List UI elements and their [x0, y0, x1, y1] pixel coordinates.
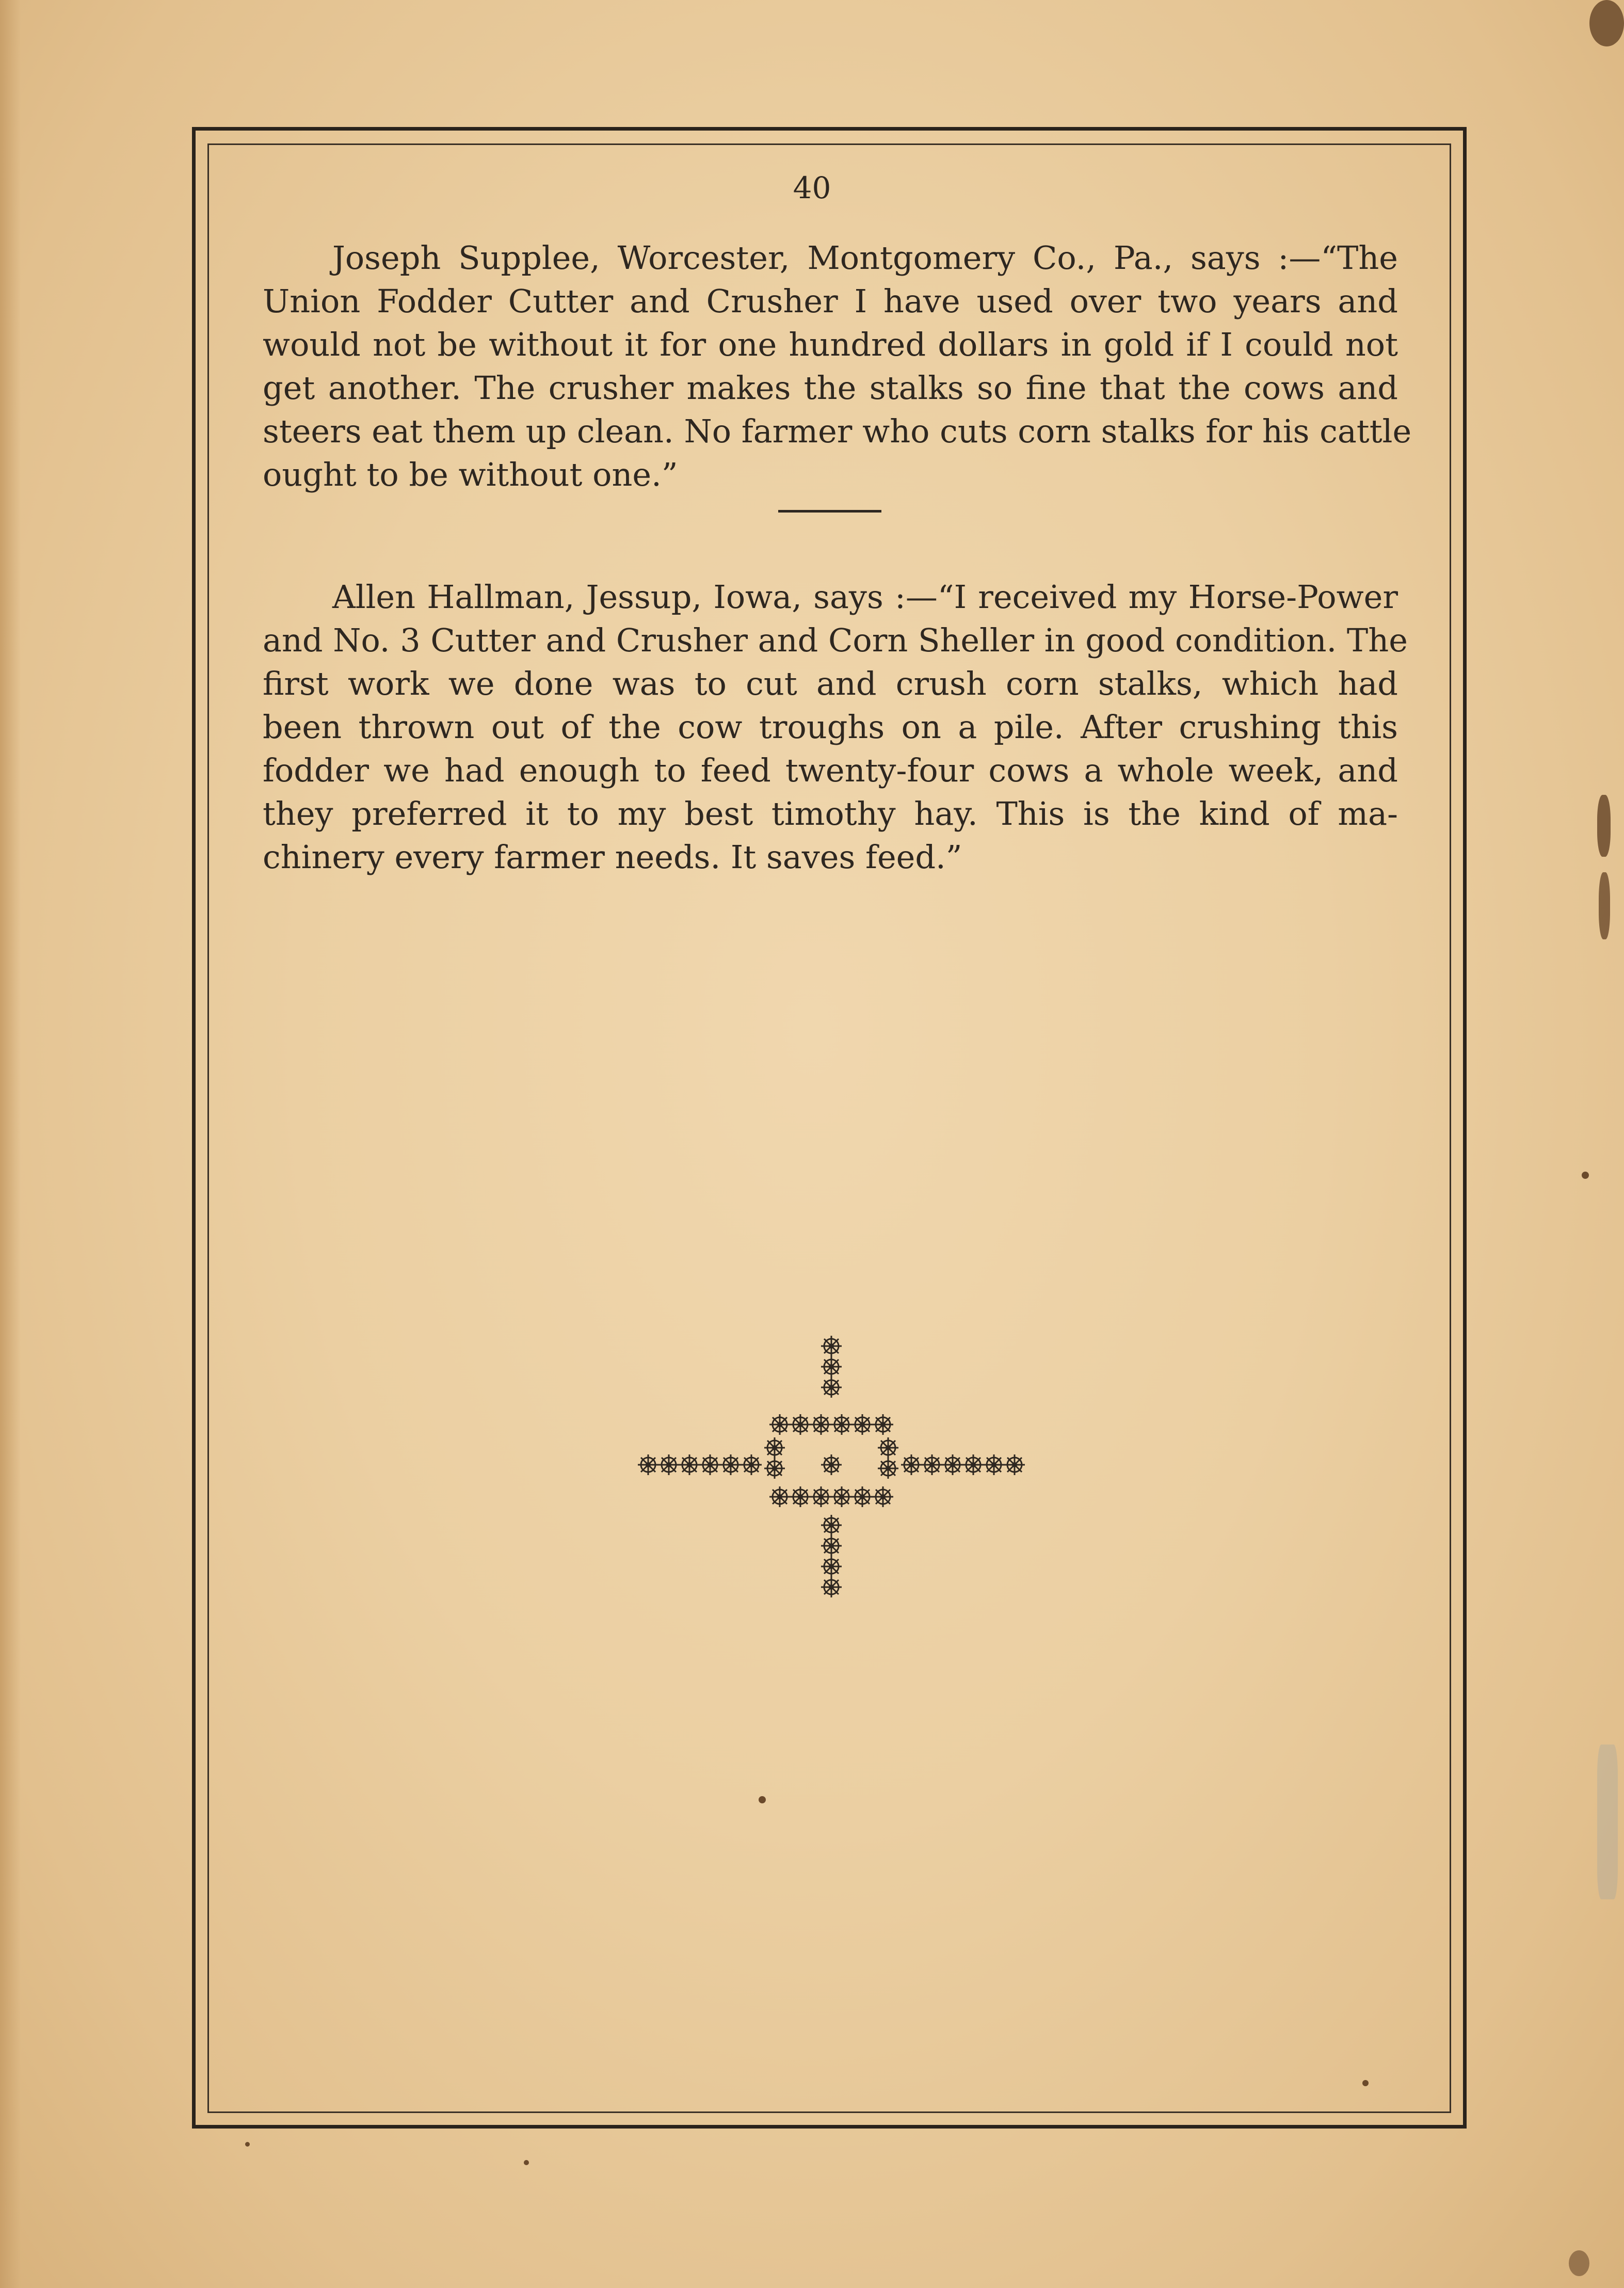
text-line: and No. 3 Cutter and Crusher and Corn Sheller in good condition. The: [263, 621, 1408, 659]
stain-speck: [1582, 1172, 1589, 1179]
section-separator-rule: [778, 510, 881, 513]
text-line: ought to be without one.”: [263, 456, 678, 493]
text-line: first work we done was to cut and crush corn stalks, which had: [263, 665, 1398, 702]
stain-speck: [1597, 1745, 1618, 1899]
stain-speck: [1589, 0, 1624, 46]
text-line: Allen Hallman, Jessup, Iowa, says :—“I received my Horse-Power: [332, 578, 1398, 616]
text-line: Joseph Supplee, Worcester, Montgomery Co., Pa., says :—“The: [332, 239, 1398, 277]
text-line: Union Fodder Cutter and Crusher I have used over two years and: [263, 282, 1398, 320]
text-line: get another. The crusher makes the stalks so fine that the cows and: [263, 369, 1398, 407]
testimonial-hallman: [263, 575, 1408, 879]
stain-speck: [1599, 872, 1610, 939]
page-edge-shadow: [0, 0, 21, 2288]
stain-speck: [524, 2160, 529, 2165]
text-line: they preferred it to my best timothy hay. This is the kind of ma-: [263, 795, 1398, 833]
text-line: would not be without it for one hundred dollars in gold if I could not: [263, 326, 1398, 363]
page-number: 40: [793, 170, 831, 205]
testimonial-supplee: [263, 236, 1412, 497]
text-line: steers eat them up clean. No farmer who cuts corn stalks for his cattle: [263, 412, 1412, 450]
text-line: chinery every farmer needs. It saves feed.”: [263, 838, 962, 876]
stain-speck: [1569, 2250, 1589, 2276]
text-line: been thrown out of the cow troughs on a pile. After crushing this: [263, 708, 1398, 746]
stain-speck: [1597, 795, 1611, 857]
text-line: fodder we had enough to feed twenty-four cows a whole week, and: [263, 751, 1398, 789]
stain-speck: [245, 2142, 250, 2147]
floral-cross-ornament-icon: [633, 1332, 1030, 1600]
